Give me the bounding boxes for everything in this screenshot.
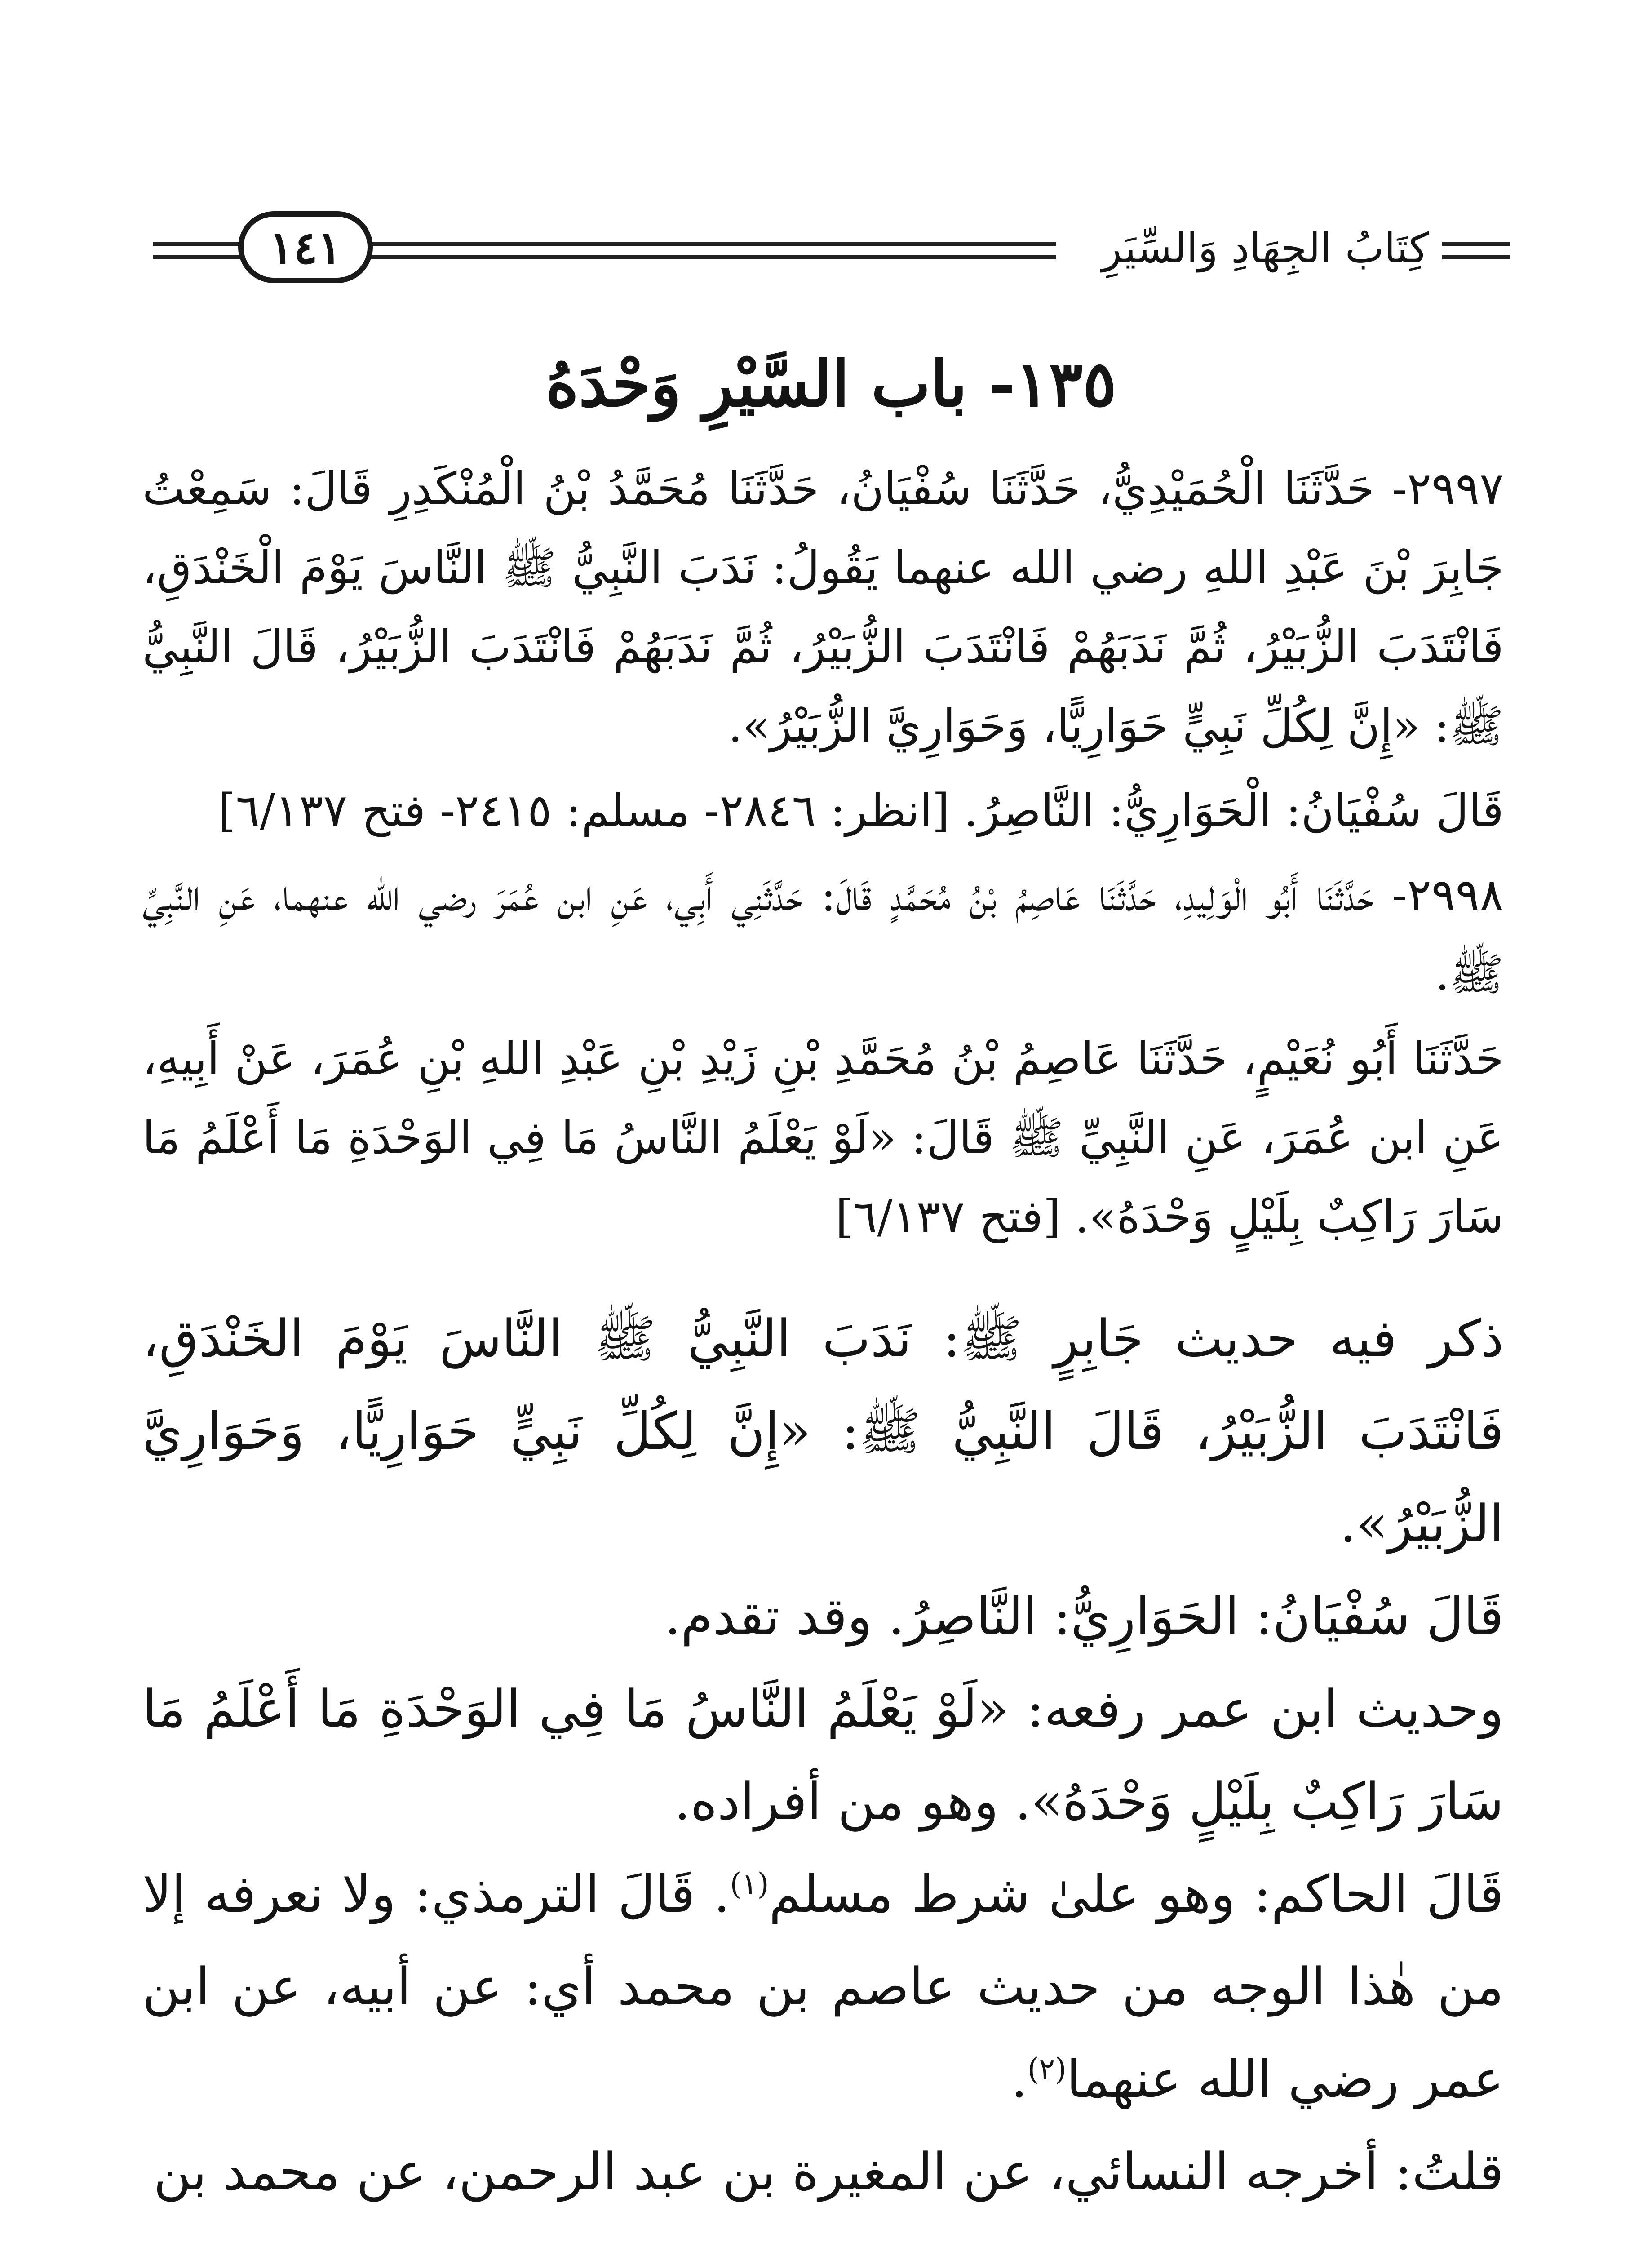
main-text: [142, 449, 1504, 2218]
header-rule-left-bottom: [153, 255, 245, 259]
commentary-jabir: ذكر فيه حديث جَابِرٍ ﷺ: نَدَبَ النَّبِيُّ ﷺ النَّاسَ يَوْمَ الخَنْدَقِ، فَانْتَدَبَ الزُّبَيْرُ، قَالَ النَّبِيُّ ﷺ: «إِنَّ لِكُلِّ نَبِيٍّ حَوَارِيًّا، وَحَوَارِيَّ الزُّبَيْرُ».: [142, 1309, 1504, 1554]
sufyan-note: قَالَ سُفْيَانُ: الْحَوَارِيُّ: النَّاصِرُ. [انظر: ٢٨٤٦- مسلم: ٢٤١٥- فتح ٦/١٣٧]: [218, 784, 1504, 837]
header-rule-middle-bottom: [364, 255, 1056, 259]
footnote-marker-1[interactable]: (١): [730, 1867, 769, 1901]
commentary-ibn-umar: وحديث ابن عمر رفعه: «لَوْ يَعْلَمُ النَّاسُ مَا فِي الوَحْدَةِ مَا أَعْلَمُ مَا سَارَ رَاكِبٌ بِلَيْلٍ وَحْدَهُ». وهو من أفراده.: [142, 1679, 1504, 1831]
hakim-text-1: قَالَ الحاكم: وهو علىٰ شرط مسلم: [769, 1864, 1504, 1924]
chapter-heading: ١٣٥- باب السَّيْرِ وَحْدَهُ: [545, 347, 1117, 421]
commentary-hakim: [142, 1848, 1504, 2126]
header-rule-right-top: [1442, 242, 1510, 246]
hadith-2998: ٢٩٩٨- حَدَّثَنَا أَبُو الْوَلِيدِ، حَدَّثَنَا عَاصِمُ بْنُ مُحَمَّدٍ قَالَ: حَدَّثَنِي أَبِي، عَنِ ابن عُمَرَ رضي الله عنهما، عَنِ النَّبِيِّ ﷺ.: [142, 869, 1504, 1000]
commentary-nasai: قلتُ: أخرجه النسائي، عن المغيرة بن عبد الرحمن، عن محمد بن: [153, 2142, 1504, 2202]
header-rule-right-bottom: [1442, 255, 1510, 259]
book-title: كِتَابُ الجِهَادِ وَالسِّيَرِ: [1102, 224, 1429, 272]
commentary-sufyan: قَالَ سُفْيَانُ: الحَوَارِيُّ: النَّاصِرُ. وقد تقدم.: [664, 1586, 1504, 1646]
page-number: ١٤١: [238, 211, 373, 283]
hadith-2998-second-chain: حَدَّثَنَا أَبُو نُعَيْمٍ، حَدَّثَنَا عَاصِمُ بْنُ مُحَمَّدِ بْنِ زَيْدِ بْنِ عَبْدِ اللهِ بْنِ عُمَرَ، عَنْ أَبِيهِ، عَنِ ابن عُمَرَ، عَنِ النَّبِيِّ ﷺ قَالَ: «لَوْ يَعْلَمُ النَّاسُ مَا فِي الوَحْدَةِ مَا أَعْلَمُ مَا سَارَ رَاكِبٌ بِلَيْلٍ وَحْدَهُ». [فتح ٦/١٣٧]: [142, 1032, 1504, 1243]
header-rule-left-top: [153, 242, 245, 246]
running-header: [153, 211, 1510, 288]
header-rule-middle-top: [364, 242, 1056, 246]
hadith-2997: ٢٩٩٧- حَدَّثَنَا الْحُمَيْدِيُّ، حَدَّثَنَا سُفْيَانُ، حَدَّثَنَا مُحَمَّدُ بْنُ الْمُنْكَدِرِ قَالَ: سَمِعْتُ جَابِرَ بْنَ عَبْدِ اللهِ رضي الله عنهما يَقُولُ: نَدَبَ النَّبِيُّ ﷺ النَّاسَ يَوْمَ الْخَنْدَقِ، فَانْتَدَبَ الزُّبَيْرُ، ثُمَّ نَدَبَهُمْ فَانْتَدَبَ الزُّبَيْرُ، ثُمَّ نَدَبَهُمْ فَانْتَدَبَ الزُّبَيْرُ، قَالَ النَّبِيُّ ﷺ: «إِنَّ لِكُلِّ نَبِيٍّ حَوَارِيًّا، وَحَوَارِيَّ الزُّبَيْرُ».: [142, 462, 1504, 752]
hakim-text-2: . قَالَ الترمذي: ولا نعرفه إلا من هٰذا الوجه من حديث عاصم بن محمد أي: عن أبيه، عن ابن عمر رضي الله عنهما: [142, 1864, 1504, 2109]
footnote-marker-2[interactable]: (٢): [1027, 2052, 1067, 2087]
hakim-text-3: .: [1011, 2049, 1028, 2109]
